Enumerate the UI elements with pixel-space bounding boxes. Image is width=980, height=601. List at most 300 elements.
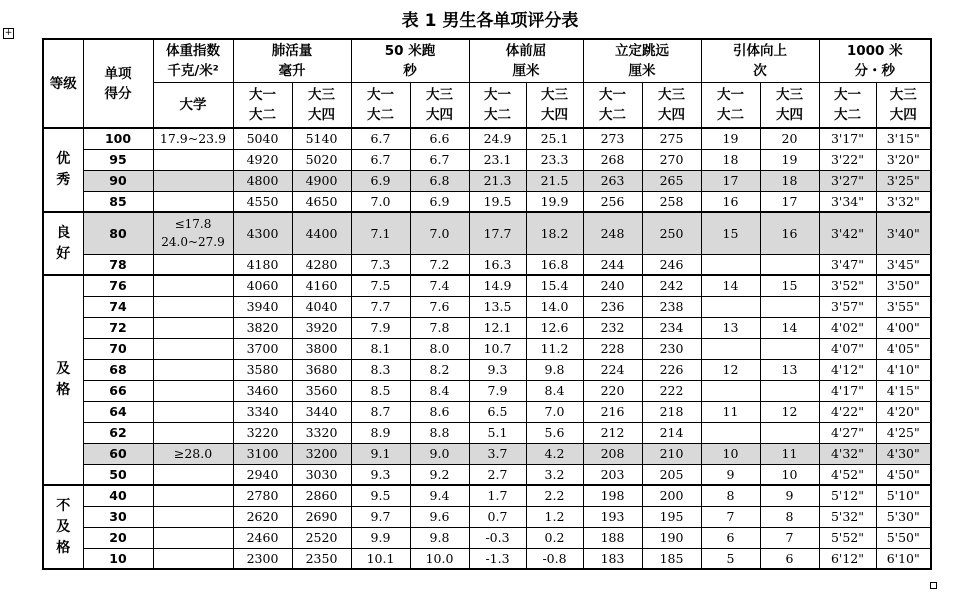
value-cell: 9.3 (469, 359, 526, 380)
value-cell: 17 (701, 170, 760, 191)
header-jump: 立定跳远 厘米 (583, 39, 701, 82)
score-cell: 80 (83, 212, 153, 254)
value-cell: 256 (583, 191, 642, 212)
value-cell: 246 (642, 254, 701, 275)
bmi-cell (153, 380, 233, 401)
value-cell: 4'27" (819, 422, 876, 443)
value-cell: 6 (760, 548, 819, 569)
value-cell: 4'12" (819, 359, 876, 380)
value-cell: 3700 (233, 338, 292, 359)
value-cell: 3'52" (819, 275, 876, 296)
value-cell: 9 (701, 464, 760, 485)
value-cell: 216 (583, 401, 642, 422)
value-cell: 7.0 (410, 212, 469, 254)
value-cell: 3'40" (876, 212, 931, 254)
header-run1000: 1000 米 分・秒 (819, 39, 931, 82)
value-cell: 19 (760, 149, 819, 170)
value-cell: 12.1 (469, 317, 526, 338)
value-cell: 2350 (292, 548, 351, 569)
value-cell: 4300 (233, 212, 292, 254)
table-row (43, 443, 931, 464)
value-cell: 3'45" (876, 254, 931, 275)
value-cell: 248 (583, 212, 642, 254)
bmi-cell (153, 359, 233, 380)
value-cell: 23.1 (469, 149, 526, 170)
value-cell: 265 (642, 170, 701, 191)
value-cell: 21.5 (526, 170, 583, 191)
value-cell: 0.7 (469, 506, 526, 527)
value-cell: 4160 (292, 275, 351, 296)
value-cell: 4'07" (819, 338, 876, 359)
value-cell: 5'52" (819, 527, 876, 548)
value-cell: -0.8 (526, 548, 583, 569)
header-flex: 体前屈 厘米 (469, 39, 583, 82)
score-table (42, 38, 932, 570)
score-cell: 50 (83, 464, 153, 485)
score-cell: 70 (83, 338, 153, 359)
score-cell: 20 (83, 527, 153, 548)
value-cell: 4'05" (876, 338, 931, 359)
value-cell: 3820 (233, 317, 292, 338)
value-cell: 238 (642, 296, 701, 317)
table-row (43, 485, 931, 506)
value-cell: 0.2 (526, 527, 583, 548)
value-cell: 6.5 (469, 401, 526, 422)
score-cell: 100 (83, 128, 153, 149)
value-cell (701, 296, 760, 317)
bmi-cell (153, 170, 233, 191)
value-cell: 6'12" (819, 548, 876, 569)
score-cell: 90 (83, 170, 153, 191)
value-cell: 5'50" (876, 527, 931, 548)
value-cell: 230 (642, 338, 701, 359)
value-cell (760, 338, 819, 359)
value-cell: 8.7 (351, 401, 410, 422)
value-cell: 14.0 (526, 296, 583, 317)
value-cell: 4'20" (876, 401, 931, 422)
value-cell: 16 (760, 212, 819, 254)
value-cell: 19.9 (526, 191, 583, 212)
value-cell (760, 422, 819, 443)
value-cell: 2460 (233, 527, 292, 548)
table-row (43, 275, 931, 296)
bmi-cell: ≥28.0 (153, 443, 233, 464)
value-cell: 3680 (292, 359, 351, 380)
value-cell: 18 (701, 149, 760, 170)
bmi-cell (153, 191, 233, 212)
value-cell: 6.9 (351, 170, 410, 191)
value-cell: 3340 (233, 401, 292, 422)
table-row (43, 380, 931, 401)
score-cell: 68 (83, 359, 153, 380)
score-cell: 72 (83, 317, 153, 338)
header-year-3-4: 大三 大四 (760, 82, 819, 128)
value-cell: 1.7 (469, 485, 526, 506)
score-cell: 76 (83, 275, 153, 296)
score-cell: 60 (83, 443, 153, 464)
value-cell: 7 (760, 527, 819, 548)
header-year-3-4: 大三 大四 (292, 82, 351, 128)
header-run50: 50 米跑 秒 (351, 39, 469, 82)
value-cell: 4'32" (819, 443, 876, 464)
header-lung: 肺活量 毫升 (233, 39, 351, 82)
value-cell (701, 338, 760, 359)
score-cell: 30 (83, 506, 153, 527)
value-cell: 9.8 (410, 527, 469, 548)
value-cell: 11 (760, 443, 819, 464)
value-cell: 232 (583, 317, 642, 338)
value-cell: 205 (642, 464, 701, 485)
bmi-cell (153, 338, 233, 359)
value-cell: 3920 (292, 317, 351, 338)
move-handle-icon[interactable]: + (4, 28, 13, 38)
value-cell: 8.3 (351, 359, 410, 380)
value-cell: 242 (642, 275, 701, 296)
value-cell: 244 (583, 254, 642, 275)
value-cell: 3560 (292, 380, 351, 401)
grade-cell: 不及格 (43, 485, 83, 569)
value-cell: 4920 (233, 149, 292, 170)
value-cell: 193 (583, 506, 642, 527)
header-year-1-2: 大一 大二 (469, 82, 526, 128)
value-cell: 4'25" (876, 422, 931, 443)
header-year-1-2: 大一 大二 (351, 82, 410, 128)
value-cell: 3'32" (876, 191, 931, 212)
value-cell: 263 (583, 170, 642, 191)
value-cell: 8.6 (410, 401, 469, 422)
value-cell: -1.3 (469, 548, 526, 569)
value-cell: 6.7 (351, 128, 410, 149)
bmi-cell (153, 485, 233, 506)
score-cell: 10 (83, 548, 153, 569)
table-row (43, 317, 931, 338)
value-cell: 7.0 (351, 191, 410, 212)
value-cell: 5'10" (876, 485, 931, 506)
value-cell: 4280 (292, 254, 351, 275)
page-title: 表 1 男生各单项评分表 (401, 11, 579, 31)
value-cell: 7.2 (410, 254, 469, 275)
score-cell: 62 (83, 422, 153, 443)
value-cell: 15 (701, 212, 760, 254)
value-cell: 2690 (292, 506, 351, 527)
value-cell: 190 (642, 527, 701, 548)
value-cell: 3220 (233, 422, 292, 443)
value-cell: 3'25" (876, 170, 931, 191)
table-row (43, 149, 931, 170)
value-cell: 6.9 (410, 191, 469, 212)
value-cell: 14 (760, 317, 819, 338)
value-cell: 9.8 (526, 359, 583, 380)
bmi-cell (153, 401, 233, 422)
value-cell (760, 296, 819, 317)
value-cell: 224 (583, 359, 642, 380)
value-cell: 3440 (292, 401, 351, 422)
table-row (43, 548, 931, 569)
bmi-cell (153, 464, 233, 485)
value-cell: 14.9 (469, 275, 526, 296)
value-cell: 13 (760, 359, 819, 380)
value-cell: 5'12" (819, 485, 876, 506)
bmi-cell (153, 317, 233, 338)
table-row (43, 212, 931, 254)
value-cell: 9.6 (410, 506, 469, 527)
value-cell: 4.2 (526, 443, 583, 464)
value-cell: 3'20" (876, 149, 931, 170)
value-cell: 9.5 (351, 485, 410, 506)
grade-cell: 良好 (43, 212, 83, 275)
value-cell: 1.2 (526, 506, 583, 527)
value-cell: 10.0 (410, 548, 469, 569)
value-cell: 226 (642, 359, 701, 380)
value-cell: 8.0 (410, 338, 469, 359)
bmi-cell (153, 149, 233, 170)
value-cell: 16.3 (469, 254, 526, 275)
header-bmi: 体重指数 千克/米² (153, 39, 233, 82)
header-pullup: 引体向上 次 (701, 39, 819, 82)
table-row (43, 506, 931, 527)
value-cell: 4040 (292, 296, 351, 317)
value-cell: 4'50" (876, 464, 931, 485)
value-cell: 10 (701, 443, 760, 464)
value-cell: 3'57" (819, 296, 876, 317)
value-cell: 218 (642, 401, 701, 422)
value-cell: 210 (642, 443, 701, 464)
value-cell: 2620 (233, 506, 292, 527)
value-cell: 20 (760, 128, 819, 149)
value-cell: 8.5 (351, 380, 410, 401)
value-cell: 203 (583, 464, 642, 485)
value-cell: 3200 (292, 443, 351, 464)
value-cell: 15 (760, 275, 819, 296)
score-cell: 66 (83, 380, 153, 401)
bmi-cell (153, 548, 233, 569)
value-cell: 7.7 (351, 296, 410, 317)
value-cell: 4'00" (876, 317, 931, 338)
bmi-cell (153, 527, 233, 548)
value-cell (701, 422, 760, 443)
table-row (43, 464, 931, 485)
score-cell: 85 (83, 191, 153, 212)
value-cell: 16.8 (526, 254, 583, 275)
value-cell: 185 (642, 548, 701, 569)
header-year-3-4: 大三 大四 (410, 82, 469, 128)
value-cell: 14 (701, 275, 760, 296)
value-cell: 9.4 (410, 485, 469, 506)
value-cell: 7 (701, 506, 760, 527)
value-cell: 4'52" (819, 464, 876, 485)
table-row (43, 191, 931, 212)
value-cell: 200 (642, 485, 701, 506)
table-row (43, 338, 931, 359)
value-cell: 8.2 (410, 359, 469, 380)
bmi-cell (153, 506, 233, 527)
value-cell: 214 (642, 422, 701, 443)
value-cell: 9 (760, 485, 819, 506)
table-row (43, 359, 931, 380)
value-cell: 236 (583, 296, 642, 317)
value-cell: 7.9 (469, 380, 526, 401)
value-cell: 228 (583, 338, 642, 359)
value-cell: 8.8 (410, 422, 469, 443)
value-cell: 3.2 (526, 464, 583, 485)
value-cell: 6.6 (410, 128, 469, 149)
header-bmi-sub: 大学 (153, 82, 233, 128)
value-cell: 222 (642, 380, 701, 401)
value-cell: 4'22" (819, 401, 876, 422)
value-cell: 4'10" (876, 359, 931, 380)
value-cell: 212 (583, 422, 642, 443)
value-cell: 2940 (233, 464, 292, 485)
value-cell: 2300 (233, 548, 292, 569)
table-row (43, 254, 931, 275)
value-cell: 7.1 (351, 212, 410, 254)
value-cell: 4'17" (819, 380, 876, 401)
value-cell (701, 254, 760, 275)
value-cell: 8.9 (351, 422, 410, 443)
value-cell: 3'22" (819, 149, 876, 170)
value-cell (701, 380, 760, 401)
header-year-1-2: 大一 大二 (233, 82, 292, 128)
value-cell: 3'50" (876, 275, 931, 296)
value-cell: 25.1 (526, 128, 583, 149)
value-cell: 4900 (292, 170, 351, 191)
value-cell: 7.6 (410, 296, 469, 317)
value-cell: 7.3 (351, 254, 410, 275)
bmi-cell (153, 296, 233, 317)
value-cell: 3580 (233, 359, 292, 380)
value-cell: 8.1 (351, 338, 410, 359)
value-cell: 275 (642, 128, 701, 149)
value-cell: 7.4 (410, 275, 469, 296)
value-cell: 12.6 (526, 317, 583, 338)
bmi-cell: ≤17.8 24.0~27.9 (153, 212, 233, 254)
value-cell: 12 (760, 401, 819, 422)
header-score: 单项得分 (83, 39, 153, 128)
value-cell: 4800 (233, 170, 292, 191)
value-cell: 3100 (233, 443, 292, 464)
value-cell: 270 (642, 149, 701, 170)
score-cell: 40 (83, 485, 153, 506)
header-year-3-4: 大三 大四 (642, 82, 701, 128)
value-cell: 7.0 (526, 401, 583, 422)
value-cell: 16 (701, 191, 760, 212)
header-grade: 等级 (43, 39, 83, 128)
bmi-cell (153, 422, 233, 443)
value-cell: 13 (701, 317, 760, 338)
value-cell: 195 (642, 506, 701, 527)
value-cell: 4'30" (876, 443, 931, 464)
value-cell: 2780 (233, 485, 292, 506)
value-cell: 4'02" (819, 317, 876, 338)
table-row (43, 422, 931, 443)
value-cell: 9.9 (351, 527, 410, 548)
value-cell: 17 (760, 191, 819, 212)
value-cell: 6 (701, 527, 760, 548)
value-cell: 23.3 (526, 149, 583, 170)
value-cell: 3940 (233, 296, 292, 317)
value-cell: 5'32" (819, 506, 876, 527)
value-cell: 8.4 (410, 380, 469, 401)
value-cell: 10.7 (469, 338, 526, 359)
value-cell (760, 380, 819, 401)
table-row (43, 296, 931, 317)
bmi-cell: 17.9~23.9 (153, 128, 233, 149)
value-cell: 4650 (292, 191, 351, 212)
value-cell: 3'42" (819, 212, 876, 254)
header-year-3-4: 大三 大四 (526, 82, 583, 128)
value-cell: 9.2 (410, 464, 469, 485)
value-cell: 268 (583, 149, 642, 170)
value-cell: 188 (583, 527, 642, 548)
header-year-1-2: 大一 大二 (583, 82, 642, 128)
value-cell: 3030 (292, 464, 351, 485)
value-cell: 3460 (233, 380, 292, 401)
value-cell: 3'55" (876, 296, 931, 317)
value-cell: 12 (701, 359, 760, 380)
value-cell: 5040 (233, 128, 292, 149)
value-cell: 9.3 (351, 464, 410, 485)
value-cell: 8.4 (526, 380, 583, 401)
value-cell: 3'15" (876, 128, 931, 149)
grade-cell: 及格 (43, 275, 83, 485)
bmi-cell (153, 254, 233, 275)
value-cell: 10 (760, 464, 819, 485)
bmi-cell (153, 275, 233, 296)
value-cell: 8 (760, 506, 819, 527)
header-year-1-2: 大一 大二 (701, 82, 760, 128)
value-cell: 4550 (233, 191, 292, 212)
value-cell (760, 254, 819, 275)
value-cell: 4400 (292, 212, 351, 254)
header-year-3-4: 大三 大四 (876, 82, 931, 128)
value-cell: 19.5 (469, 191, 526, 212)
value-cell: 273 (583, 128, 642, 149)
resize-handle-icon[interactable] (930, 582, 937, 589)
value-cell: 3'27" (819, 170, 876, 191)
value-cell: 3320 (292, 422, 351, 443)
value-cell: 5.6 (526, 422, 583, 443)
value-cell: 7.8 (410, 317, 469, 338)
value-cell: 15.4 (526, 275, 583, 296)
value-cell: 4060 (233, 275, 292, 296)
value-cell: 21.3 (469, 170, 526, 191)
value-cell: 11.2 (526, 338, 583, 359)
value-cell: 9.7 (351, 506, 410, 527)
value-cell: 13.5 (469, 296, 526, 317)
value-cell: 18.2 (526, 212, 583, 254)
table-row (43, 527, 931, 548)
value-cell: 9.1 (351, 443, 410, 464)
value-cell: 250 (642, 212, 701, 254)
value-cell: 208 (583, 443, 642, 464)
value-cell: 6.7 (410, 149, 469, 170)
value-cell: 2.2 (526, 485, 583, 506)
value-cell: 183 (583, 548, 642, 569)
value-cell: 2520 (292, 527, 351, 548)
value-cell: 6.8 (410, 170, 469, 191)
table-row (43, 170, 931, 191)
value-cell: -0.3 (469, 527, 526, 548)
value-cell: 5140 (292, 128, 351, 149)
value-cell: 5'30" (876, 506, 931, 527)
value-cell: 5 (701, 548, 760, 569)
score-cell: 78 (83, 254, 153, 275)
grade-cell: 优秀 (43, 128, 83, 212)
value-cell: 10.1 (351, 548, 410, 569)
value-cell: 2860 (292, 485, 351, 506)
score-cell: 74 (83, 296, 153, 317)
value-cell: 3'34" (819, 191, 876, 212)
